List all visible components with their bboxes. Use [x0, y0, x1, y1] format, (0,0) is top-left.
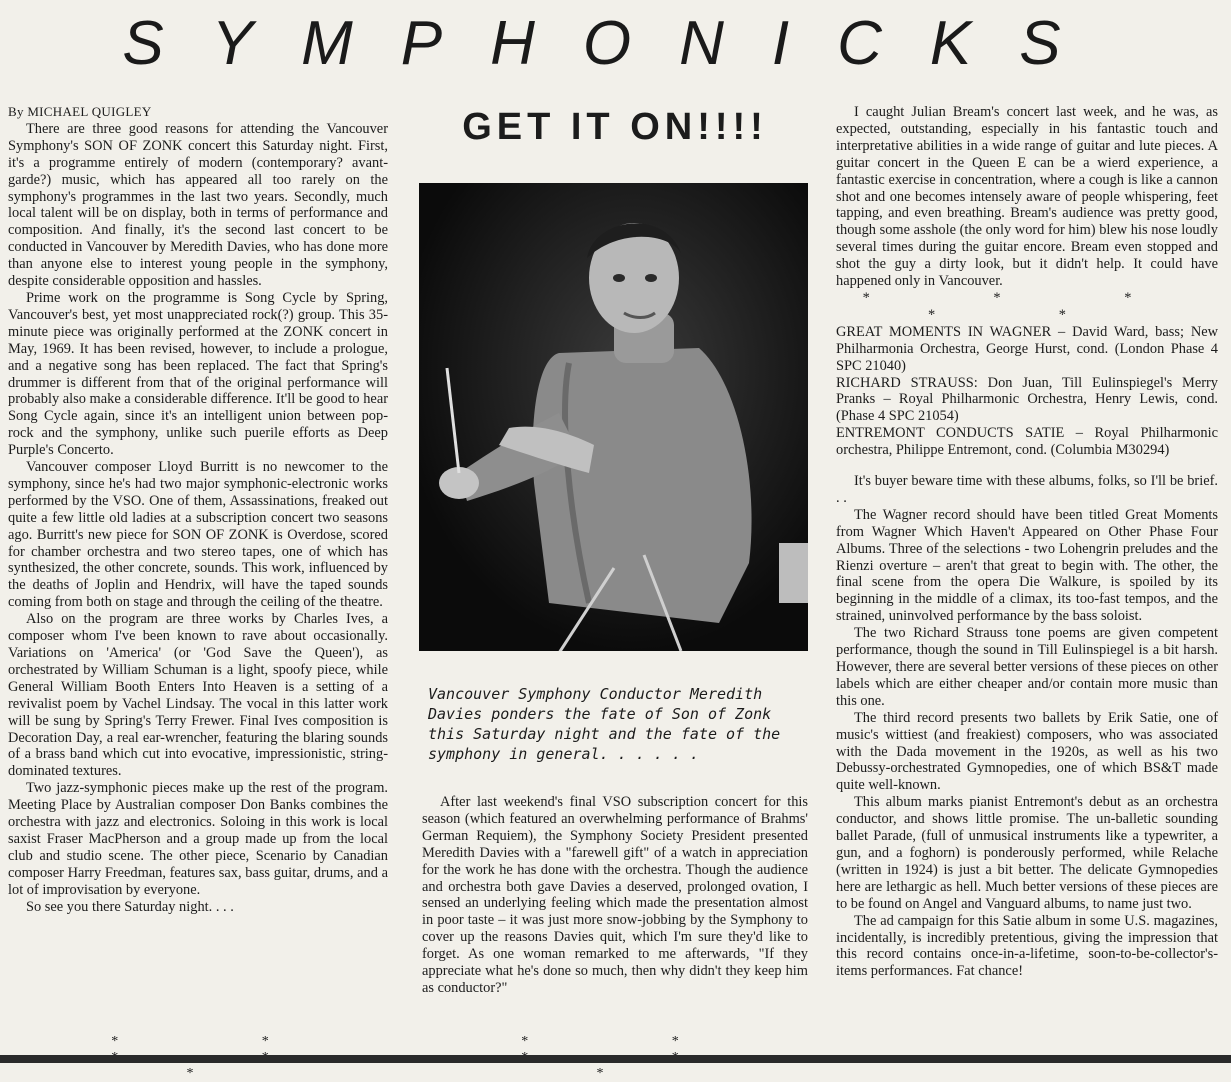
- right-paragraph: The two Richard Strauss tone poems are given competent performance, though the sound in Till Eulinspiegel is a bit harsh. However, there are several better versions of these pieces on other labels which are either cheaper and/or contain more music than this one.: [836, 625, 1218, 709]
- section-divider-stars: * * * * *: [862, 289, 1192, 323]
- right-intro-paragraph: I caught Julian Bream's concert last week, and he was, as expected, outstanding, especially in his fantastic touch and interpretative abilities in a wide range of guitar and lute pieces. A guitar concert in the Queen E can be a wierd experience, a fantastic exercise in concentration, where a cough is like a cannon shot and one becomes intensely aware of people whispering, feet tapping, and even breathing. Bream's audience was pretty good, though some asshole (the only word for him) blew his nose loudly several times during the guitar encore. Bream even stopped and shot the guy a dirty look, but it didn't help. It could have happened only in Vancouver.: [836, 104, 1218, 290]
- conductor-photo: [419, 183, 808, 651]
- right-paragraph: The third record presents two ballets by Erik Satie, one of music's wittiest (and freakiest) composers, who was associated with the Dada movement in the 1920s, as well as his two Debussy-orchestrated Gymnopedies, one of which BS&T made quite well-known.: [836, 709, 1218, 794]
- left-column: [8, 104, 388, 916]
- masthead-title: SYMPHONICKS: [122, 9, 1109, 78]
- middle-paragraph: After last weekend's final VSO subscription concert for this season (which featured an overwhelming performance of Brahms' German Requiem), the Symphony Society President presented Meredith Davies with a "farewell gift" of a watch in appreciation for the work he has done with the orchestra. Though the audience and orchestra both gave Davies a deserved, prolonged ovation, I sensed an underlying feeling which made the presentation almost in poor taste – it was just more snow-jobbing by the Symphony to cover up the reasons Davies quit, which I'm sure they'd like to forget. As one woman remarked to me afterwards, "If they appreciate what he's done so much, then why didn't they keep him as conductor?": [422, 794, 808, 996]
- left-paragraph: So see you there Saturday night. . . .: [26, 898, 234, 915]
- right-column: [836, 104, 1218, 980]
- right-paragraph: It's buyer beware time with these albums, folks, so I'll be brief. . .: [836, 473, 1218, 506]
- photo-caption: Vancouver Symphony Conductor Meredith Davies ponders the fate of Son of Zonk this Saturday night and the fate of the symphony in general. . . . . .: [428, 685, 781, 763]
- footer-stars-left: * * *: [111, 1034, 339, 1081]
- conductor-illustration: [419, 183, 808, 651]
- left-paragraph: Vancouver composer Lloyd Burritt is no newcomer to the symphony, since he's had two major symphonic-electronic works performed by the VSO. One of them, Assassinations, freaked out quite a few little old ladies at a subscription concert two seasons ago. Burritt's new piece for SON OF ZONK is Overdose, scored for chamber orchestra and two stereo tapes, one of which has synthesized, the other concrete, sounds. This work, influenced by the deaths of Joplin and Hendrix, will have the taped sounds coming from both on stage and through the ceiling of the theatre.: [8, 459, 388, 611]
- headline: GET IT ON!!!!: [462, 106, 768, 148]
- byline: By MICHAEL QUIGLEY: [8, 104, 152, 119]
- right-paragraph: The ad campaign for this Satie album in some U.S. magazines, incidentally, is incredibly pretentious, giving the impression that this record contains once-in-a-lifetime, soon-to-be-collector's-items performances. Fat chance!: [836, 912, 1218, 980]
- middle-column: [422, 794, 808, 997]
- middle-column-head: [422, 104, 808, 180]
- album-listing: RICHARD STRAUSS: Don Juan, Till Eulinspiegel's Merry Pranks – Royal Philharmonic Orchestra, Henry Lewis, cond. (Phase 4 SPC 21054): [836, 374, 1218, 425]
- right-paragraph: The Wagner record should have been titled Great Moments from Wagner Which Haven't Appeared on Other Phase Four Albums. Three of the selections - two Lohengrin preludes and the Rienzi overture – aren't that great to begin with. The other, the final scene from the opera Die Walkure, is spoiled by its beginning in the middle of a climax, its too-fast tempos, and the strained, uninvolved performance by the bass soloist.: [836, 506, 1218, 625]
- album-listing: GREAT MOMENTS IN WAGNER – David Ward, bass; New Philharmonia Orchestra, George Hurst, cond. (London Phase 4 SPC 21040): [836, 323, 1218, 374]
- bottom-rule: [0, 1055, 1231, 1063]
- left-paragraph: Also on the program are three works by Charles Ives, a composer whom I've been known to rave about occasionally. Variations on 'America' (or 'God Save the Queen'), as orchestrated by William Schuman is a light, spoofy piece, while General William Booth Enters Into Heaven is a setting of a revivalist poem by Vachel Lindsay. The vocal in this latter work will be sung by Spring's Terry Frewer. Final Ives composition is Decoration Day, a real ear-wrencher, featuring the blaring sounds of a brass band which cut into evocative, impressionistic, string-dominated textures.: [8, 611, 388, 780]
- right-paragraph: This album marks pianist Entremont's debut as an orchestra conductor, and shows little promise. The un-balletic sounding ballet Parade, (full of unmusical instruments like a typewriter, a gun, and a foghorn) is ponderously performed, while Relache (written in 1924) is just a bit better. The delicate Gymnopedies here are lethargic as hell. Much better versions of these pieces are to be found on Angel and Vanguard albums, to name just two.: [836, 794, 1218, 912]
- left-paragraph: Prime work on the programme is Song Cycle by Spring, Vancouver's best, yet most unappreciated rock(?) group. This 35-minute piece was originally performed at the ZONK concert in May, 1969. It has been revised, however, to include a prologue, and a negative song has been replaced. The fact that Spring's drummer is different from that of the original performance will probably also make a considerable difference. It'll be good to hear Song Cycle again, since it's an intelligent union between pop-rock and the symphony, unlike such puerile efforts as Deep Purple's Concerto.: [8, 289, 388, 459]
- footer-stars-middle: * * *: [521, 1034, 749, 1081]
- left-paragraph: There are three good reasons for attending the Vancouver Symphony's SON OF ZONK concert this Saturday night. First, it's a programme entirely of modern (contemporary? avant-garde?) music, which has appeared all too rarely on the symphony's programmes in the last two years. Secondly, much local talent will be on display, both in terms of performance and composition. And finally, it's the second last concert to be conducted in Vancouver by Meredith Davies, who has done more than anyone else to interest young people in the symphony, despite considerable opposition and hassles.: [8, 120, 388, 290]
- left-paragraph: Two jazz-symphonic pieces make up the rest of the program. Meeting Place by Australian composer Don Banks combines the orchestra with jazz and electronics. Soloing in this work is local saxist Fraser MacPherson and a group made up from the local club and studio scene. The other piece, Scenario by Canadian composer Harry Freedman, features sax, bass guitar, drums, and a lot of improvisation by everyone.: [8, 780, 388, 898]
- album-listing: ENTREMONT CONDUCTS SATIE – Royal Philharmonic orchestra, Philippe Entremont, cond. (Columbia M30294): [836, 425, 1218, 459]
